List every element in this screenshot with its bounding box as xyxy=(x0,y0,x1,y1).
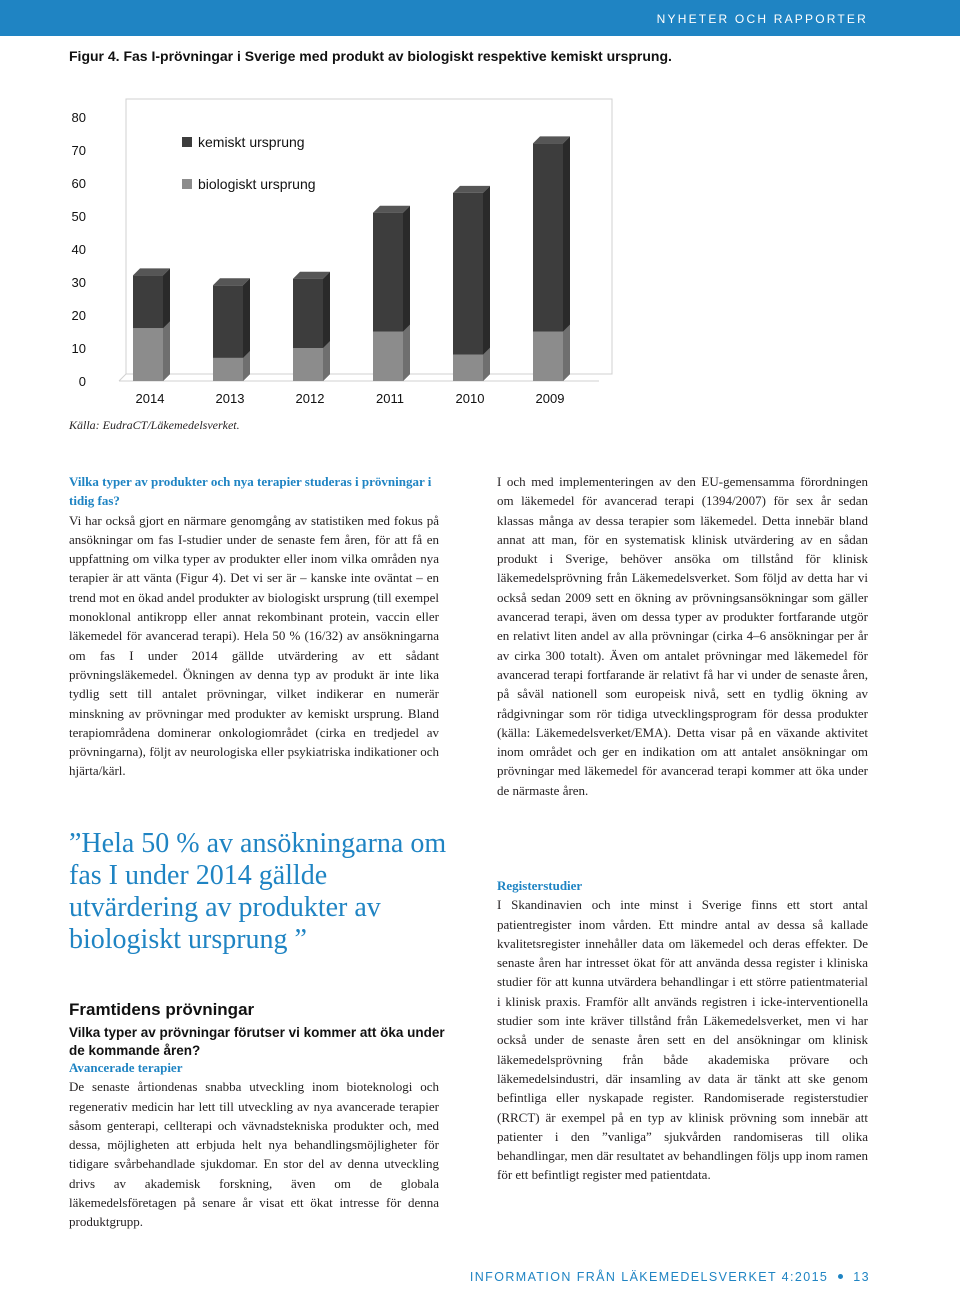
body-paragraph: I och med implementeringen av den EU-gemensamma förordningen om läkemedel för avancerad terapi (1394/2007) för sex år sedan klassas många av dessa terapier som läkemedel. Detta innebär bland annat att man, för en systematisk klinisk utvärdering av en sådan produkt i Sverige, behöver ansöka om tillstånd för klinisk läkemedelsprövning från Läkemedelsverket. Som följd av detta har vi också sedan 2009 sett en ökning av prövningsansökningar som gäller avancerad terapi, även om dessa typer av produkter fortfarande utgör en relativt liten andel av alla prövningar (cirka 4–6 ansökningar per år av cirka 300 totalt). Även om antalet prövningar med läkemedel för avancerad terapi fortfarande är relativt få har vi under de senaste åren, på såväl nationell som europeisk nivå, sett en tydlig ökning av rådgivningar som rör tidiga utvecklingsprogram för dessa produkter (källa: Läkemedelsverket/EMA). Detta visar på en växande aktivitet inom området och ger en indikation om att antalet ansökningar om prövningar med läkemedel för avancerad terapi kommer att öka under de närmaste åren. xyxy=(497,474,868,798)
publication-name: INFORMATION FRÅN LÄKEMEDELSVERKET 4:2015 xyxy=(469,1270,829,1284)
right-column-lower xyxy=(497,876,868,1185)
body-paragraph: Vi har också gjort en närmare genomgång av statistiken med fokus på ansökningar om fas I-studier under de senaste fem åren, för att få en uppfattning om vilka typer av produkter eller inom vilka områden nya terapier är att vänta (Figur 4). Det vi ser är – kanske inte oväntat – en trend mot en ökad andel produkter av biologiskt ursprung (till exempel monoklonal antikropp eller annat rekombinant protein, vaccin eller läkemedel för avancerad terapi). Hela 50 % (16/32) av ansökningarna om fas I under 2014 gällde utvärdering av ett sådant prövningsläkemedel. Ökningen av denna typ av produkt är inte lika tydlig sett till antalet prövningar, vilket indikerar en numerär minskning av prövningar med produkter av kemiskt ursprung. Bland terapiområdena dominerar onkologiområdet (cirka en tredjedel av prövningarna), följt av neurologiska eller psykiatriska indikationer och hjärta/kärl. xyxy=(69,512,439,779)
page-number: 13 xyxy=(853,1270,870,1284)
pull-quote: ”Hela 50 % av ansökningarna om fas I under 2014 gällde utvärdering av produkter av biologiskt ursprung ” xyxy=(69,828,447,955)
left-column xyxy=(69,472,439,781)
y-tick-label: 0 xyxy=(78,374,86,389)
separator-dot xyxy=(838,1274,843,1279)
footer xyxy=(470,1270,870,1284)
stacked-bar-chart xyxy=(56,92,616,412)
body-paragraph: I Skandinavien och inte minst i Sverige finns ett stort antal patientregister inom vården. Ett mindre antal av dessa så kallade kvalitetsregister innehåller data om läkemedel och deras effekter. De senaste åren har intresset ökat för att använda dessa register i kliniska studier för att kunna utvärdera behandlingar i ett större patientmaterial i klinisk praxis. Framför allt används registren i icke-interventionella studier som inte kräver tillstånd från Läkemedelsverket, men vi har också under de senaste åren sett en del ansökningar om klinisk läkemedelsprövning från både akademiska prövare och läkemedelsindustri, där insamling av data är tänkt att ske genom befintliga eller nyskapade register. Randomiserade registerstudier (RRCT) är exempel på en typ av klinisk prövning som innebär att patienter i den ”vanliga” sjukvården randomiseras till olika behandlingar, men där resultatet av behandlingen följs upp inom ramen för ett befintligt register med patientdata. xyxy=(497,897,868,1183)
body-paragraph: De senaste årtiondenas snabba utveckling inom bioteknologi och regenerativ medicin har lett till utveckling av nya avancerade terapier såsom genterapi, cellterapi och vävnadstekniska produkter och, med dessa, möjligheten att erbjuda helt nya behandlingsmöjligheter för tidigare svårbehandlade sjukdomar. En stor del av denna utveckling drivs av akademisk forskning, även om de globala läkemedelsföretagen på senare år visat ett ökat intresse för denna produktgrupp. xyxy=(69,1079,439,1230)
y-tick-label: 40 xyxy=(71,242,86,257)
right-column xyxy=(497,472,868,800)
bar-kemiskt xyxy=(293,279,323,348)
figure-source: Källa: EudraCT/Läkemedelsverket. xyxy=(69,418,240,432)
header-bar xyxy=(0,0,960,36)
x-tick-label: 2014 xyxy=(135,391,165,406)
bar-side-bio xyxy=(403,325,410,382)
bar-kemiskt xyxy=(453,193,483,355)
x-tick-label: 2013 xyxy=(215,391,245,406)
bar-side-bio xyxy=(163,321,170,381)
bar-biologiskt xyxy=(293,348,323,381)
bar-side-bio xyxy=(563,325,570,382)
y-tick-label: 80 xyxy=(71,110,86,125)
bar-kemiskt xyxy=(133,275,163,328)
plot-frame-edge xyxy=(119,374,126,381)
x-tick-label: 2012 xyxy=(295,391,325,406)
bar-kemiskt xyxy=(373,213,403,332)
x-tick-label: 2011 xyxy=(376,391,404,406)
legend-swatch xyxy=(182,179,192,189)
subheading: Vilka typer av produkter och nya terapier studeras i prövningar i tidig fas? xyxy=(69,474,432,509)
x-tick-label: 2009 xyxy=(535,391,565,406)
bar-biologiskt xyxy=(133,328,163,381)
section-heading xyxy=(69,1000,449,1060)
legend-swatch xyxy=(182,137,192,147)
section-title: Framtidens prövningar xyxy=(69,1000,255,1019)
bar-kemiskt xyxy=(213,285,243,358)
x-tick-label: 2010 xyxy=(455,391,485,406)
y-tick-label: 30 xyxy=(71,275,86,290)
figure-title: Figur 4. Fas I-prövningar i Sverige med produkt av biologiskt respektive kemiskt ursprung. xyxy=(69,48,672,64)
bar-biologiskt xyxy=(453,355,483,381)
y-tick-label: 20 xyxy=(71,308,86,323)
bar-biologiskt xyxy=(213,358,243,381)
bar-biologiskt xyxy=(373,332,403,382)
section-subtitle: Vilka typer av prövningar förutser vi kommer att öka under de kommande åren? xyxy=(69,1025,445,1058)
left-column-lower xyxy=(69,1058,439,1232)
legend-label: kemiskt ursprung xyxy=(198,134,305,150)
subheading-registry-studies: Registerstudier xyxy=(497,878,583,893)
subheading-advanced-therapies: Avancerade terapier xyxy=(69,1060,183,1075)
y-tick-label: 70 xyxy=(71,143,86,158)
section-label: NYHETER OCH RAPPORTER xyxy=(656,12,868,26)
y-tick-label: 10 xyxy=(71,341,86,356)
bar-biologiskt xyxy=(533,332,563,382)
y-tick-label: 60 xyxy=(71,176,86,191)
y-tick-label: 50 xyxy=(71,209,86,224)
legend-label: biologiskt ursprung xyxy=(198,176,316,192)
bar-side-bio xyxy=(323,341,330,381)
bar-kemiskt xyxy=(533,143,563,331)
